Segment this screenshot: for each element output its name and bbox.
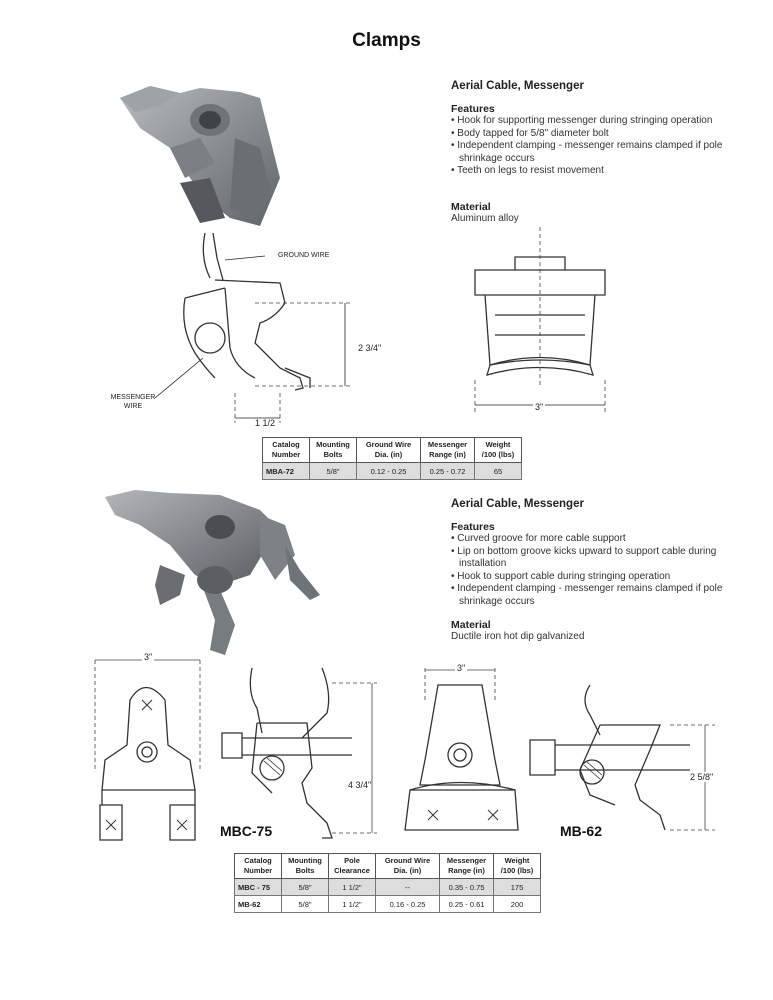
col-header: Mounting Bolts xyxy=(310,438,357,463)
table-row: MBC - 75 5/8" 1 1/2" -- 0.35 - 0.75 175 xyxy=(235,879,541,896)
section1-features-list xyxy=(451,115,761,178)
section1-title: Aerial Cable, Messenger xyxy=(451,80,584,92)
mbc75-height-dimension: 4 3/4" xyxy=(348,780,372,790)
mb62-side-drawing xyxy=(520,680,720,840)
col-header: Mounting Bolts xyxy=(282,854,329,879)
mbc75-width-dimension: 3" xyxy=(144,652,153,662)
feature-item: • Teeth on legs to resist movement xyxy=(451,165,761,178)
clamp-photo-mbc75 xyxy=(100,485,335,660)
mbc75-front-drawing xyxy=(90,650,210,845)
mb62-front-drawing xyxy=(400,660,525,840)
mba72-spec-table xyxy=(262,437,522,480)
mbc75-model-label: MBC-75 xyxy=(220,823,273,839)
mba72-front-drawing xyxy=(455,225,625,420)
clamp-photo-mba72 xyxy=(110,78,285,228)
col-header: Catalog Number xyxy=(235,854,282,879)
mbc-mb-spec-table xyxy=(234,853,541,913)
ground-wire-label: GROUND WIRE xyxy=(278,252,330,259)
section1-material: Aluminum alloy xyxy=(451,213,519,224)
mb62-width-dimension: 3" xyxy=(457,663,466,673)
section2-material: Ductile iron hot dip galvanized xyxy=(451,631,585,642)
section1-material-heading: Material xyxy=(451,201,491,213)
page-title: Clamps xyxy=(352,30,421,51)
feature-item: • Hook for supporting messenger during stringing operation xyxy=(451,115,761,128)
section2-material-heading: Material xyxy=(451,619,491,631)
col-header: Ground Wire Dia. (in) xyxy=(357,438,421,463)
col-header: Weight /100 (lbs) xyxy=(475,438,522,463)
col-header: Ground Wire Dia. (in) xyxy=(376,854,440,879)
section1-features-heading: Features xyxy=(451,103,495,115)
front-width-dimension: 3" xyxy=(535,402,544,412)
messenger-wire-label: MESSENGER WIRE xyxy=(110,394,156,410)
feature-item: • Curved groove for more cable support xyxy=(451,533,761,546)
feature-item: • Independent clamping - messenger remains clamped if pole shrinkage occurs xyxy=(451,140,761,165)
feature-item: • Body tapped for 5/8" diameter bolt xyxy=(451,128,761,141)
feature-item: • Hook to support cable during stringing operation xyxy=(451,571,761,584)
mbc75-side-drawing xyxy=(212,663,382,843)
section2-title: Aerial Cable, Messenger xyxy=(451,498,584,510)
col-header: Weight /100 (lbs) xyxy=(494,854,541,879)
mb62-height-dimension: 2 5/8" xyxy=(690,772,714,782)
width-dimension: 1 1/2 xyxy=(255,418,276,428)
section2-features-heading: Features xyxy=(451,521,495,533)
section2-features-list xyxy=(451,533,761,608)
feature-item: • Lip on bottom groove kicks upward to support cable during installation xyxy=(451,546,761,571)
col-header: Messenger Range (in) xyxy=(440,854,494,879)
table-row: MBA-72 5/8" 0.12 - 0.25 0.25 - 0.72 65 xyxy=(263,463,522,480)
height-dimension: 2 3/4" xyxy=(358,343,382,353)
col-header: Pole Clearance xyxy=(329,854,376,879)
mb62-model-label: MB-62 xyxy=(560,823,603,839)
table-row: MB-62 5/8" 1 1/2" 0.16 - 0.25 0.25 - 0.61 200 xyxy=(235,896,541,913)
col-header: Messenger Range (in) xyxy=(421,438,475,463)
col-header: Catalog Number xyxy=(263,438,310,463)
feature-item: • Independent clamping - messenger remains clamped if pole shrinkage occurs xyxy=(451,583,761,608)
